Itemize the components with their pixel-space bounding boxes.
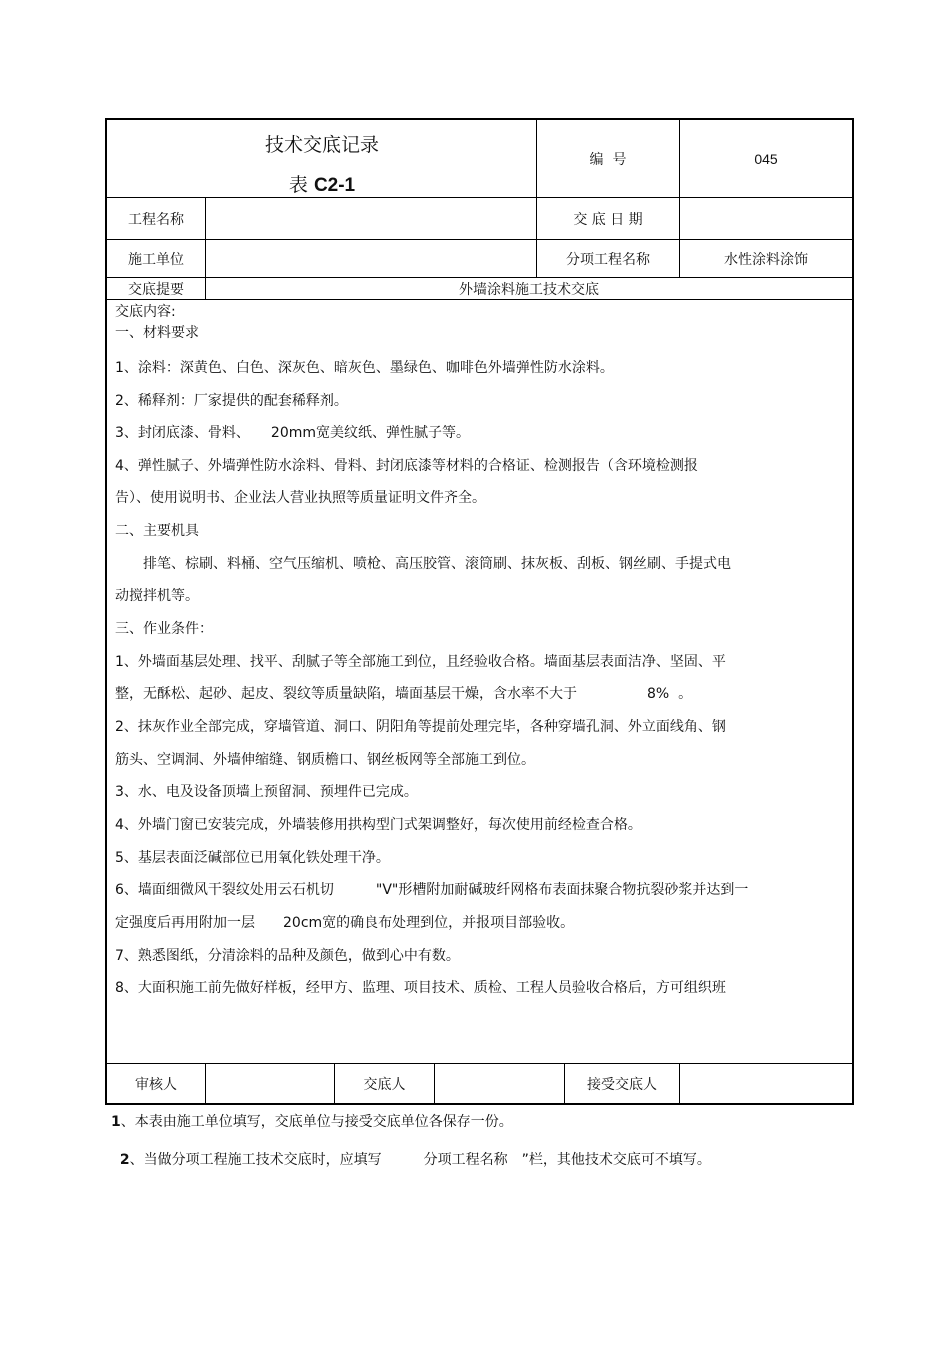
sub-project-label: 分项工程名称 bbox=[566, 251, 650, 268]
content-line: 3、封闭底漆、骨料、 20mm宽美纹纸、弹性腻子等。 bbox=[115, 425, 470, 441]
content-line: 5、基层表面泛碱部位已用氧化铁处理干净。 bbox=[115, 850, 390, 866]
content-line: 8、大面积施工前先做好样板，经甲方、监理、项目技术、质检、工程人员验收合格后，方可组织班 bbox=[115, 980, 726, 996]
number-label: 编 号 bbox=[589, 151, 627, 168]
reviewer-field[interactable] bbox=[206, 1064, 334, 1103]
content-line: 告）、使用说明书、企业法人营业执照等质量证明文件齐全。 bbox=[115, 490, 486, 506]
number-value[interactable]: 045 bbox=[754, 150, 778, 167]
footnote-number: 2 bbox=[119, 1152, 130, 1168]
content-line: 6、墙面细微风干裂纹处用云石机切 "V"形槽附加耐碱玻纤网格布表面抹聚合物抗裂砂浆并达到一 bbox=[115, 882, 749, 898]
content-line: 2、抹灰作业全部完成，穿墙管道、洞口、阴阳角等提前处理完毕，各种穿墙孔洞、外立面线角、钢 bbox=[115, 719, 726, 735]
content-line: 1、外墙面基层处理、找平、刮腻子等全部施工到位，且经验收合格。墙面基层表面洁净、坚固、平 bbox=[115, 654, 726, 670]
contractor-label: 施工单位 bbox=[128, 251, 184, 268]
footnote-text: 、当做分项工程施工技术交底时，应填写 分项工程名称 ”栏，其他技术交底可不填写。 bbox=[129, 1152, 711, 1168]
content-line: 整，无酥松、起砂、起皮、裂纹等质量缺陷，墙面基层干燥，含水率不大于 8% 。 bbox=[115, 686, 693, 702]
receiver-field[interactable] bbox=[680, 1064, 852, 1103]
summary-label: 交底提要 bbox=[128, 281, 184, 298]
form-code-prefix: 表 bbox=[288, 174, 308, 196]
receiver-label: 接受交底人 bbox=[587, 1076, 657, 1093]
discloser-label: 交底人 bbox=[363, 1076, 406, 1093]
discloser-field[interactable] bbox=[435, 1064, 564, 1103]
content-line: 一、材料要求 bbox=[115, 325, 199, 341]
content-line: 2、稀释剂：厂家提供的配套稀释剂。 bbox=[115, 393, 348, 409]
form-code bbox=[107, 170, 537, 197]
reviewer-label: 审核人 bbox=[135, 1076, 177, 1093]
footnote bbox=[111, 1133, 711, 1169]
date-field[interactable] bbox=[680, 198, 852, 239]
form-title: 技术交底记录 bbox=[264, 134, 379, 156]
contractor-field[interactable] bbox=[206, 240, 536, 277]
content-line: 4、外墙门窗已安装完成，外墙装修用拱构型门式架调整好，每次使用前经检查合格。 bbox=[115, 817, 642, 833]
content-line: 定强度后再用附加一层 20cm宽的确良布处理到位，并报项目部验收。 bbox=[115, 915, 575, 931]
sub-project-field[interactable]: 水性涂料涂饰 bbox=[724, 251, 808, 268]
summary-field[interactable]: 外墙涂料施工技术交底 bbox=[459, 281, 599, 298]
footnote-text: 、本表由施工单位填写，交底单位与接受交底单位各保存一份。 bbox=[120, 1114, 513, 1130]
footnote bbox=[111, 1111, 513, 1131]
row-divider bbox=[107, 299, 852, 300]
disclosure-form bbox=[105, 118, 854, 1105]
content-line: 动搅拌机等。 bbox=[115, 588, 199, 604]
content-line: 二、主要机具 bbox=[115, 523, 199, 539]
content-line: 排笔、棕刷、料桶、空气压缩机、喷枪、高压胶管、滚筒刷、抹灰板、刮板、钢丝刷、手提式电 bbox=[115, 556, 731, 572]
content-heading: 交底内容: bbox=[115, 304, 176, 320]
date-label: 交 底 日 期 bbox=[573, 211, 643, 228]
content-line: 筋头、空调洞、外墙伸缩缝、钢质檐口、钢丝板网等全部施工到位。 bbox=[115, 752, 535, 768]
content-line: 4、弹性腻子、外墙弹性防水涂料、骨料、封闭底漆等材料的合格证、检测报告（含环境检测报 bbox=[115, 458, 698, 474]
project-name-label: 工程名称 bbox=[128, 211, 184, 228]
content-line: 3、水、电及设备顶墙上预留洞、预埋件已完成。 bbox=[115, 784, 418, 800]
footnote-number: 1 bbox=[111, 1114, 121, 1130]
content-line: 三、作业条件： bbox=[115, 621, 213, 637]
project-name-field[interactable] bbox=[206, 198, 536, 239]
content-line: 1、涂料：深黄色、白色、深灰色、暗灰色、墨绿色、咖啡色外墙弹性防水涂料。 bbox=[115, 360, 614, 376]
content-line: 7、熟悉图纸，分清涂料的品种及颜色，做到心中有数。 bbox=[115, 948, 460, 964]
form-code-value: C2-1 bbox=[313, 175, 356, 196]
